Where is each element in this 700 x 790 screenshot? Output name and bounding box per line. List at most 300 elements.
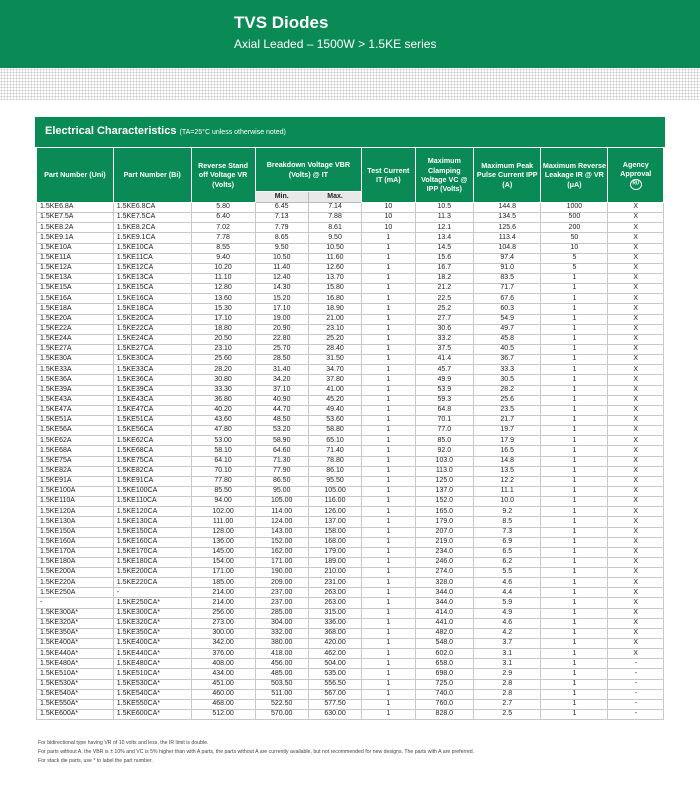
table-cell: 1.5KE91CA xyxy=(113,476,191,486)
table-cell: 1.5KE250CA* xyxy=(113,598,191,608)
section-condition: (TA=25°C unless otherwise noted) xyxy=(179,129,286,136)
table-cell: 58.10 xyxy=(191,446,255,456)
table-row xyxy=(37,659,664,669)
table-cell: 60.3 xyxy=(474,304,541,314)
table-cell: 456.00 xyxy=(255,659,308,669)
agency-label: Agency Approval xyxy=(620,159,652,178)
table-cell: 168.00 xyxy=(308,537,361,547)
table-cell: 94.00 xyxy=(191,497,255,507)
table-row xyxy=(37,608,664,618)
table-cell: 5.9 xyxy=(474,598,541,608)
table-row xyxy=(37,233,664,243)
table-cell: 1.5KE47A xyxy=(37,405,114,415)
table-cell: 9.2 xyxy=(474,507,541,517)
table-cell: 1 xyxy=(541,324,608,334)
table-cell: 1.5KE12A xyxy=(37,263,114,273)
table-cell: 34.70 xyxy=(308,365,361,375)
table-cell: 64.8 xyxy=(415,405,474,415)
table-cell: 1.5KE170CA xyxy=(113,547,191,557)
table-cell: 1 xyxy=(541,598,608,608)
table-cell: 58.80 xyxy=(308,426,361,436)
table-cell: 179.00 xyxy=(308,547,361,557)
table-row xyxy=(37,649,664,659)
table-row xyxy=(37,476,664,486)
table-row xyxy=(37,344,664,354)
table-row xyxy=(37,588,664,598)
table-cell: 13.60 xyxy=(191,294,255,304)
table-row xyxy=(37,324,664,334)
table-cell: 1.5KE250A xyxy=(37,588,114,598)
table-cell: 1.5KE130CA xyxy=(113,517,191,527)
table-cell: 1.5KE6.8CA xyxy=(113,203,191,213)
table-cell: 45.20 xyxy=(308,395,361,405)
table-cell: 1 xyxy=(362,588,415,598)
table-row xyxy=(37,578,664,588)
table-cell: 13.5 xyxy=(474,466,541,476)
table-row xyxy=(37,628,664,638)
table-cell: 143.00 xyxy=(255,527,308,537)
table-cell: 85.50 xyxy=(191,486,255,496)
table-cell: 1 xyxy=(362,527,415,537)
table-cell: 49.9 xyxy=(415,375,474,385)
table-cell: 214.00 xyxy=(191,588,255,598)
table-row xyxy=(37,699,664,709)
table-cell: 1.5KE540A* xyxy=(37,689,114,699)
table-cell: X xyxy=(608,557,664,567)
table-cell: 86.10 xyxy=(308,466,361,476)
header-test-current: Test Current IT (mA) xyxy=(362,148,415,203)
table-cell: 40.90 xyxy=(255,395,308,405)
table-cell: 1 xyxy=(362,578,415,588)
header-agency-approval xyxy=(608,148,664,203)
table-cell: 567.00 xyxy=(308,689,361,699)
table-cell: 1.5KE440A* xyxy=(37,649,114,659)
table-cell: 1 xyxy=(541,689,608,699)
table-cell: 1.5KE51CA xyxy=(113,415,191,425)
table-cell: 1.5KE350A* xyxy=(37,628,114,638)
table-cell: 1 xyxy=(362,699,415,709)
table-cell: 15.20 xyxy=(255,294,308,304)
table-cell: 125.0 xyxy=(415,476,474,486)
table-cell: 171.00 xyxy=(191,568,255,578)
table-cell: 165.0 xyxy=(415,507,474,517)
table-cell: 2.8 xyxy=(474,679,541,689)
table-cell: 152.00 xyxy=(255,537,308,547)
table-cell: 1.5KE22A xyxy=(37,324,114,334)
table-cell: X xyxy=(608,436,664,446)
table-cell: 2.7 xyxy=(474,699,541,709)
table-cell: 1 xyxy=(541,436,608,446)
table-cell: 1 xyxy=(541,507,608,517)
table-cell: 828.0 xyxy=(415,710,474,720)
table-cell: 92.0 xyxy=(415,446,474,456)
table-cell: 485.00 xyxy=(255,669,308,679)
table-cell: X xyxy=(608,415,664,425)
table-cell: 43.60 xyxy=(191,415,255,425)
header-part-uni: Part Number (Uni) xyxy=(37,148,114,203)
table-cell: 1 xyxy=(541,375,608,385)
table-cell: 65.10 xyxy=(308,436,361,446)
table-cell: X xyxy=(608,588,664,598)
table-cell: 10.50 xyxy=(255,253,308,263)
table-cell: 1 xyxy=(541,710,608,720)
table-row xyxy=(37,415,664,425)
table-cell: 1.5KE6.8A xyxy=(37,203,114,213)
table-cell: - xyxy=(608,679,664,689)
header-breakdown-voltage: Breakdown Voltage VBR (Volts) @ IT xyxy=(255,148,362,192)
table-cell: 4.2 xyxy=(474,628,541,638)
table-cell: 570.00 xyxy=(255,710,308,720)
table-cell: 114.00 xyxy=(255,507,308,517)
header-min: Min. xyxy=(255,192,308,203)
table-cell: X xyxy=(608,304,664,314)
table-cell: 380.00 xyxy=(255,639,308,649)
table-cell: 1.5KE160CA xyxy=(113,537,191,547)
table-cell: 18.90 xyxy=(308,304,361,314)
table-cell: 231.00 xyxy=(308,578,361,588)
table-row xyxy=(37,446,664,456)
table-cell: 1.5KE15A xyxy=(37,284,114,294)
table-cell: 124.00 xyxy=(255,517,308,527)
table-cell: 1.5KE160A xyxy=(37,537,114,547)
table-cell: 1 xyxy=(362,557,415,567)
table-cell: 1 xyxy=(541,344,608,354)
table-cell: 273.00 xyxy=(191,618,255,628)
table-cell: 12.80 xyxy=(191,284,255,294)
dot-pattern-divider xyxy=(0,68,700,100)
table-cell: X xyxy=(608,344,664,354)
table-cell: 1.5KE36CA xyxy=(113,375,191,385)
footnotes xyxy=(38,739,474,766)
table-cell: 1 xyxy=(362,710,415,720)
table-cell: 1 xyxy=(362,233,415,243)
table-cell: X xyxy=(608,598,664,608)
table-cell: 190.00 xyxy=(255,568,308,578)
table-cell: 1 xyxy=(541,537,608,547)
table-cell: X xyxy=(608,639,664,649)
table-cell: 1.5KE130A xyxy=(37,517,114,527)
table-cell: 1 xyxy=(541,385,608,395)
table-cell: 28.50 xyxy=(255,355,308,365)
table-cell: 237.00 xyxy=(255,598,308,608)
table-cell: 1 xyxy=(541,639,608,649)
table-cell: - xyxy=(608,699,664,709)
table-cell: 1 xyxy=(541,405,608,415)
table-row xyxy=(37,669,664,679)
table-cell: 6.40 xyxy=(191,213,255,223)
table-cell: 1.5KE320A* xyxy=(37,618,114,628)
table-cell: 105.00 xyxy=(255,497,308,507)
table-cell: 12.60 xyxy=(308,263,361,273)
table-cell: - xyxy=(113,588,191,598)
table-cell: 20.50 xyxy=(191,334,255,344)
table-cell: X xyxy=(608,486,664,496)
table-cell: 41.00 xyxy=(308,385,361,395)
table-cell: 1.5KE440CA* xyxy=(113,649,191,659)
table-row xyxy=(37,243,664,253)
table-cell: 1.5KE18A xyxy=(37,304,114,314)
table-cell: 482.0 xyxy=(415,628,474,638)
table-cell: X xyxy=(608,284,664,294)
footnote: For bidirectional type having VR of 10 volts and less, the IR limit is double. xyxy=(38,740,209,746)
table-cell: 1 xyxy=(541,608,608,618)
table-cell: 1 xyxy=(541,314,608,324)
table-cell: 1 xyxy=(541,395,608,405)
table-row xyxy=(37,639,664,649)
table-cell: 6.2 xyxy=(474,557,541,567)
table-cell: 78.80 xyxy=(308,456,361,466)
table-cell: 1 xyxy=(362,284,415,294)
table-cell: 8.65 xyxy=(255,233,308,243)
table-cell: 9.40 xyxy=(191,253,255,263)
table-cell: 414.0 xyxy=(415,608,474,618)
table-cell: 1 xyxy=(362,375,415,385)
table-cell: 113.4 xyxy=(474,233,541,243)
table-row xyxy=(37,466,664,476)
table-cell: 420.00 xyxy=(308,639,361,649)
table-cell: 1.5KE110CA xyxy=(113,497,191,507)
table-cell: 1 xyxy=(362,649,415,659)
table-cell: 25.70 xyxy=(255,344,308,354)
table-cell: 18.80 xyxy=(191,324,255,334)
table-cell: 1.5KE530A* xyxy=(37,679,114,689)
table-cell: X xyxy=(608,537,664,547)
table-cell: 95.50 xyxy=(308,476,361,486)
table-cell: X xyxy=(608,476,664,486)
table-cell: 49.40 xyxy=(308,405,361,415)
header-part-bi: Part Number (Bi) xyxy=(113,148,191,203)
table-cell: 47.80 xyxy=(191,426,255,436)
table-cell: 71.40 xyxy=(308,446,361,456)
table-cell: 70.1 xyxy=(415,415,474,425)
table-cell: 12.1 xyxy=(415,223,474,233)
table-cell: 77.0 xyxy=(415,426,474,436)
table-cell: 512.00 xyxy=(191,710,255,720)
table-cell: 21.7 xyxy=(474,415,541,425)
table-cell: 111.00 xyxy=(191,517,255,527)
header-reverse-standoff: Reverse Stand off Voltage VR (Volts) xyxy=(191,148,255,203)
table-cell: 3.1 xyxy=(474,649,541,659)
table-row xyxy=(37,365,664,375)
table-body xyxy=(37,203,664,720)
table-cell: 1.5KE10CA xyxy=(113,243,191,253)
table-cell: 1.5KE39CA xyxy=(113,385,191,395)
table-cell: 1 xyxy=(541,466,608,476)
table-cell: 1.5KE39A xyxy=(37,385,114,395)
table-cell: 152.0 xyxy=(415,497,474,507)
table-cell: X xyxy=(608,527,664,537)
table-cell: 1 xyxy=(541,578,608,588)
table-cell: 1.5KE75CA xyxy=(113,456,191,466)
table-cell: 336.00 xyxy=(308,618,361,628)
header-max: Max. xyxy=(308,192,361,203)
table-cell: 10.0 xyxy=(474,497,541,507)
table-cell: 1.5KE120A xyxy=(37,507,114,517)
table-cell: 1.5KE300A* xyxy=(37,608,114,618)
table-cell: 1.5KE27CA xyxy=(113,344,191,354)
table-cell: 441.0 xyxy=(415,618,474,628)
table-row xyxy=(37,294,664,304)
table-cell: 1 xyxy=(362,273,415,283)
table-cell: 21.2 xyxy=(415,284,474,294)
table-cell: 1.5KE43CA xyxy=(113,395,191,405)
table-cell: 33.30 xyxy=(191,385,255,395)
table-cell: - xyxy=(608,669,664,679)
table-cell: 408.00 xyxy=(191,659,255,669)
table-cell: 630.00 xyxy=(308,710,361,720)
table-cell: 7.14 xyxy=(308,203,361,213)
table-cell: 1.5KE16A xyxy=(37,294,114,304)
table-cell: 1 xyxy=(541,517,608,527)
section-header xyxy=(35,117,665,147)
table-cell: 1.5KE200CA xyxy=(113,568,191,578)
table-cell: 1 xyxy=(541,284,608,294)
table-cell: 1.5KE56CA xyxy=(113,426,191,436)
table-cell: 1.5KE36A xyxy=(37,375,114,385)
table-cell: 54.9 xyxy=(474,314,541,324)
table-cell: 1.5KE12CA xyxy=(113,263,191,273)
table-cell: X xyxy=(608,375,664,385)
table-cell: 740.0 xyxy=(415,689,474,699)
table-row xyxy=(37,314,664,324)
table-cell: 1.5KE550CA* xyxy=(113,699,191,709)
table-cell: 70.10 xyxy=(191,466,255,476)
table-cell: 8.5 xyxy=(474,517,541,527)
table-cell: 1.5KE82A xyxy=(37,466,114,476)
table-cell: 1.5KE220A xyxy=(37,578,114,588)
table-cell: 1 xyxy=(541,456,608,466)
table-cell: 1 xyxy=(541,426,608,436)
table-cell: 1 xyxy=(362,537,415,547)
table-cell: 125.6 xyxy=(474,223,541,233)
table-cell: 97.4 xyxy=(474,253,541,263)
table-cell: 22.5 xyxy=(415,294,474,304)
table-cell: 344.0 xyxy=(415,588,474,598)
table-cell: 85.0 xyxy=(415,436,474,446)
table-cell: 64.10 xyxy=(191,456,255,466)
table-cell: 1.5KE20A xyxy=(37,314,114,324)
table-cell: 13.70 xyxy=(308,273,361,283)
table-cell: 1.5KE400CA* xyxy=(113,639,191,649)
table-row xyxy=(37,334,664,344)
table-cell: 16.5 xyxy=(474,446,541,456)
table-cell: 1.5KE480CA* xyxy=(113,659,191,669)
table-row xyxy=(37,486,664,496)
table-cell: X xyxy=(608,314,664,324)
header-peak-pulse-current: Maximum Peak Pulse Current IPP (A) xyxy=(474,148,541,203)
table-cell: 1.5KE170A xyxy=(37,547,114,557)
table-cell: X xyxy=(608,223,664,233)
table-cell: 1 xyxy=(541,618,608,628)
table-cell: 18.2 xyxy=(415,273,474,283)
table-cell: 602.0 xyxy=(415,649,474,659)
table-cell: X xyxy=(608,649,664,659)
table-cell: 28.40 xyxy=(308,344,361,354)
table-cell: 1000 xyxy=(541,203,608,213)
table-cell: 19.00 xyxy=(255,314,308,324)
table-cell: 1 xyxy=(362,669,415,679)
table-cell: X xyxy=(608,405,664,415)
table-cell: 53.9 xyxy=(415,385,474,395)
table-cell: 1 xyxy=(541,497,608,507)
table-cell: 1.5KE8.2A xyxy=(37,223,114,233)
table-cell: 154.00 xyxy=(191,557,255,567)
table-cell: 1 xyxy=(362,355,415,365)
table-cell: 16.80 xyxy=(308,294,361,304)
table-row xyxy=(37,527,664,537)
table-cell: 760.0 xyxy=(415,699,474,709)
table-cell: 1.5KE530CA* xyxy=(113,679,191,689)
table-row xyxy=(37,426,664,436)
table-cell: X xyxy=(608,273,664,283)
table-cell: 44.70 xyxy=(255,405,308,415)
table-cell: 1.5KE33CA xyxy=(113,365,191,375)
table-cell: 214.00 xyxy=(191,598,255,608)
table-cell: 23.10 xyxy=(191,344,255,354)
table-row xyxy=(37,456,664,466)
table-cell: 1.5KE91A xyxy=(37,476,114,486)
table-cell: 6.5 xyxy=(474,547,541,557)
table-row xyxy=(37,263,664,273)
table-cell: X xyxy=(608,385,664,395)
table-cell: 14.30 xyxy=(255,284,308,294)
table-cell: 12.40 xyxy=(255,273,308,283)
table-cell: 1 xyxy=(362,466,415,476)
table-cell: 185.00 xyxy=(191,578,255,588)
table-cell: 418.00 xyxy=(255,649,308,659)
table-cell: 5 xyxy=(541,253,608,263)
table-cell: 67.6 xyxy=(474,294,541,304)
table-cell: 1 xyxy=(362,618,415,628)
table-cell: 179.0 xyxy=(415,517,474,527)
table-cell: 209.00 xyxy=(255,578,308,588)
table-cell: 8.61 xyxy=(308,223,361,233)
table-cell: 1.5KE13CA xyxy=(113,273,191,283)
table-cell: 11.10 xyxy=(191,273,255,283)
table-cell: 1 xyxy=(541,304,608,314)
table-cell: 7.02 xyxy=(191,223,255,233)
table-cell: 10 xyxy=(362,223,415,233)
table-cell: X xyxy=(608,618,664,628)
table-cell: 1.5KE22CA xyxy=(113,324,191,334)
table-cell: 1.5KE7.5A xyxy=(37,213,114,223)
table-cell: 4.4 xyxy=(474,588,541,598)
table-cell: 137.0 xyxy=(415,486,474,496)
table-cell: 33.3 xyxy=(474,365,541,375)
table-cell: 6.9 xyxy=(474,537,541,547)
table-cell: 500 xyxy=(541,213,608,223)
table-cell: 13.4 xyxy=(415,233,474,243)
table-cell: 4.6 xyxy=(474,578,541,588)
table-cell: 1.5KE24A xyxy=(37,334,114,344)
table-cell: X xyxy=(608,324,664,334)
table-cell: 2.5 xyxy=(474,710,541,720)
table-row xyxy=(37,497,664,507)
table-cell: 45.7 xyxy=(415,365,474,375)
table-cell: X xyxy=(608,466,664,476)
table-cell: X xyxy=(608,608,664,618)
table-cell: 30.80 xyxy=(191,375,255,385)
table-cell: 1 xyxy=(541,355,608,365)
table-cell: 342.00 xyxy=(191,639,255,649)
table-row xyxy=(37,557,664,567)
table-cell: 1.5KE68CA xyxy=(113,446,191,456)
table-row xyxy=(37,537,664,547)
table-cell: 158.00 xyxy=(308,527,361,537)
table-cell: 504.00 xyxy=(308,659,361,669)
table-cell: 1 xyxy=(362,446,415,456)
table-cell: 1 xyxy=(362,608,415,618)
